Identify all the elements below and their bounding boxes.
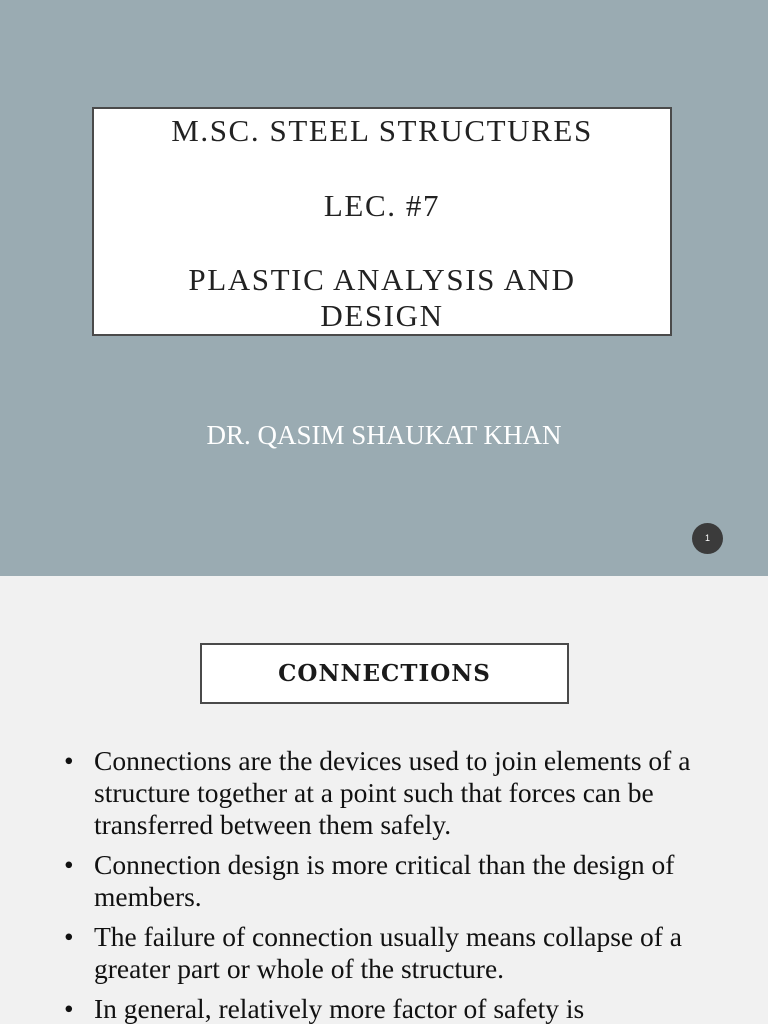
bullet-icon: • — [64, 993, 74, 1024]
list-item — [60, 745, 710, 841]
bullet-text: In general, relatively more factor of safety is — [94, 993, 585, 1024]
course-title: M.SC. STEEL STRUCTURES — [171, 113, 593, 148]
lecture-number: LEC. #7 — [323, 188, 441, 223]
bullet-icon: • — [64, 921, 74, 952]
bullet-list — [60, 745, 710, 1033]
bullet-icon: • — [64, 745, 74, 776]
list-item — [60, 849, 710, 913]
page-number-badge: 1 — [692, 523, 723, 554]
bullet-text: The failure of connection usually means collapse of a greater part or whole of the structure. — [94, 921, 682, 984]
section-heading: CONNECTIONS — [200, 643, 569, 704]
title-box — [92, 107, 672, 336]
bullet-text: Connections are the devices used to join elements of a structure together at a point such that forces can be transferred between them safely. — [94, 745, 691, 840]
author-name: DR. QASIM SHAUKAT KHAN — [206, 420, 562, 450]
lecture-topic-line2: DESIGN — [320, 298, 444, 333]
list-item — [60, 921, 710, 985]
content-slide — [0, 576, 768, 1024]
list-item — [60, 993, 710, 1025]
lecture-topic-line1: PLASTIC ANALYSIS AND — [188, 262, 576, 297]
bullet-text: Connection design is more critical than the design of members. — [94, 849, 675, 912]
bullet-icon: • — [64, 849, 74, 880]
